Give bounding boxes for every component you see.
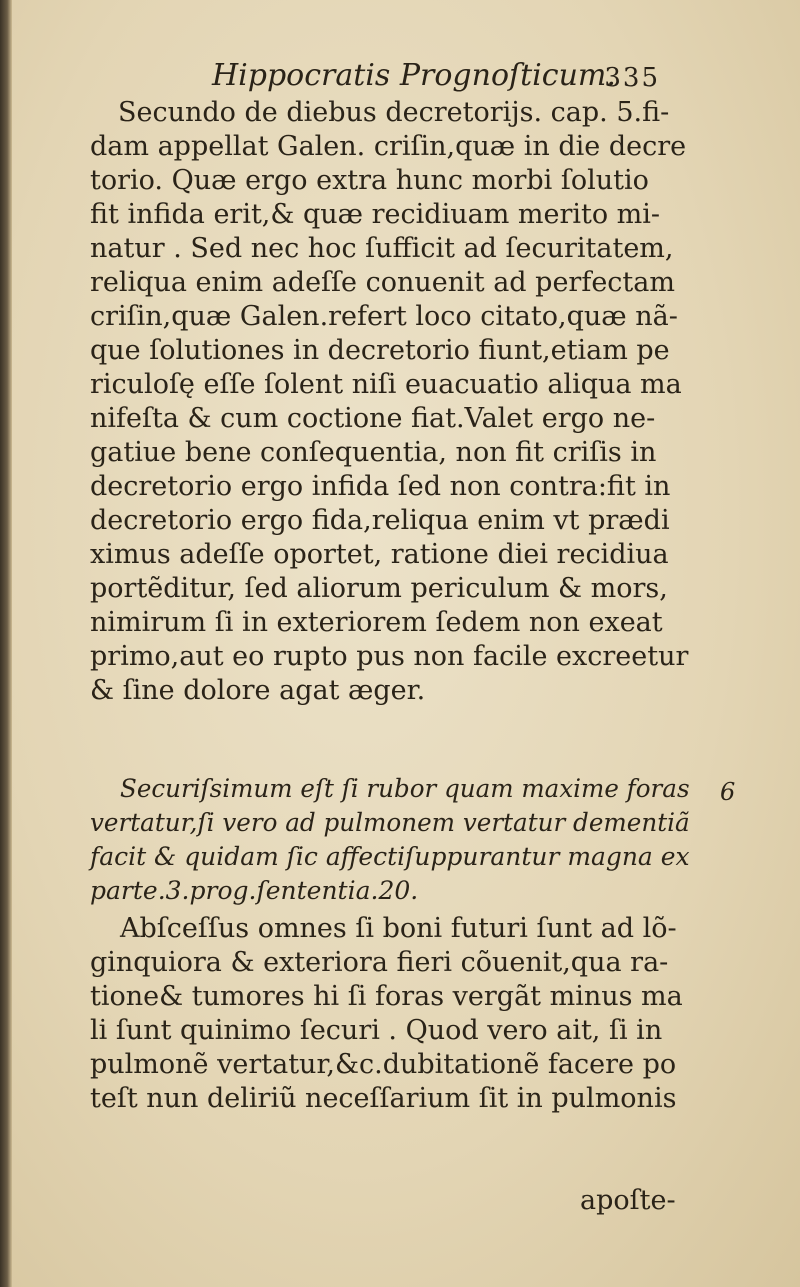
catchword: apoſte- (580, 1185, 676, 1216)
text-line: criſin,quæ Galen.refert loco citato,quæ nã- (90, 301, 678, 332)
text-line: que ſolutiones in decretorio fiunt,etiam pe (90, 335, 670, 366)
text-line: primo,aut eo rupto pus non facile excreetur (90, 641, 689, 672)
text-line: decretorio ergo infida ſed non contra:fit in (90, 471, 671, 502)
text-line: fit infida erit,& quæ recidiuam merito mi- (90, 199, 661, 230)
quote-line: parte.3.prog.ſententia.20. (90, 876, 419, 905)
text-line: nifeſta & cum coctione fiat.Valet ergo ne- (90, 403, 656, 434)
text-line: reliqua enim adeſſe conuenit ad perfectam (90, 267, 675, 298)
text-line: nimirum ſi in exteriorem ſedem non exeat (90, 607, 663, 638)
text-line: decretorio ergo fida,reliqua enim vt prædi (90, 505, 670, 536)
text-line: teſt nun deliriũ neceſſarium ſit in pulmonis (90, 1083, 677, 1114)
text-line: li ſunt quinimo ſecuri . Quod vero ait, ſi in (90, 1015, 663, 1046)
text-line: ginquiora & exteriora fieri cõuenit,qua ra- (90, 947, 669, 978)
text-line: ximus adeſſe oportet, ratione diei recidiua (90, 539, 669, 570)
text-line: natur . Sed nec hoc ſufficit ad ſecuritatem, (90, 233, 674, 264)
text-line: tione& tumores hi ſi foras vergãt minus ma (90, 981, 683, 1012)
quote-line: facit & quidam ſic affectiſuppurantur magna ex (90, 842, 690, 871)
text-line: portẽditur, ſed aliorum periculum & mors, (90, 573, 668, 604)
running-title: Hippocratis Prognoſticum. (212, 58, 616, 93)
quote-line: vertatur,ſi vero ad pulmonem vertatur dementiã (90, 808, 690, 837)
text-line: dam appellat Galen. criſin,quæ in die decre (90, 131, 687, 162)
margin-note-number: 6 (720, 778, 736, 806)
page-number: 335 (604, 63, 660, 93)
text-line: Secundo de diebus decretorijs. cap. 5.fi- (118, 97, 670, 128)
page-binding-edge (0, 0, 12, 1287)
page-header (212, 58, 660, 98)
text-line: & ſine dolore agat æger. (90, 675, 426, 706)
text-line: riculoſę eſſe ſolent niſi euacuatio aliqua ma (90, 369, 682, 400)
quote-line: Securiſsimum eſt ſi rubor quam maxime foras (120, 774, 690, 803)
text-line: torio. Quæ ergo extra hunc morbi ſolutio (90, 165, 649, 196)
text-line: Abſceſſus omnes ſi boni futuri ſunt ad lõ- (120, 913, 677, 944)
text-line: pulmonẽ vertatur,&c.dubitationẽ facere po (90, 1049, 677, 1080)
text-line: gatiue bene conſequentia, non fit criſis in (90, 437, 657, 468)
